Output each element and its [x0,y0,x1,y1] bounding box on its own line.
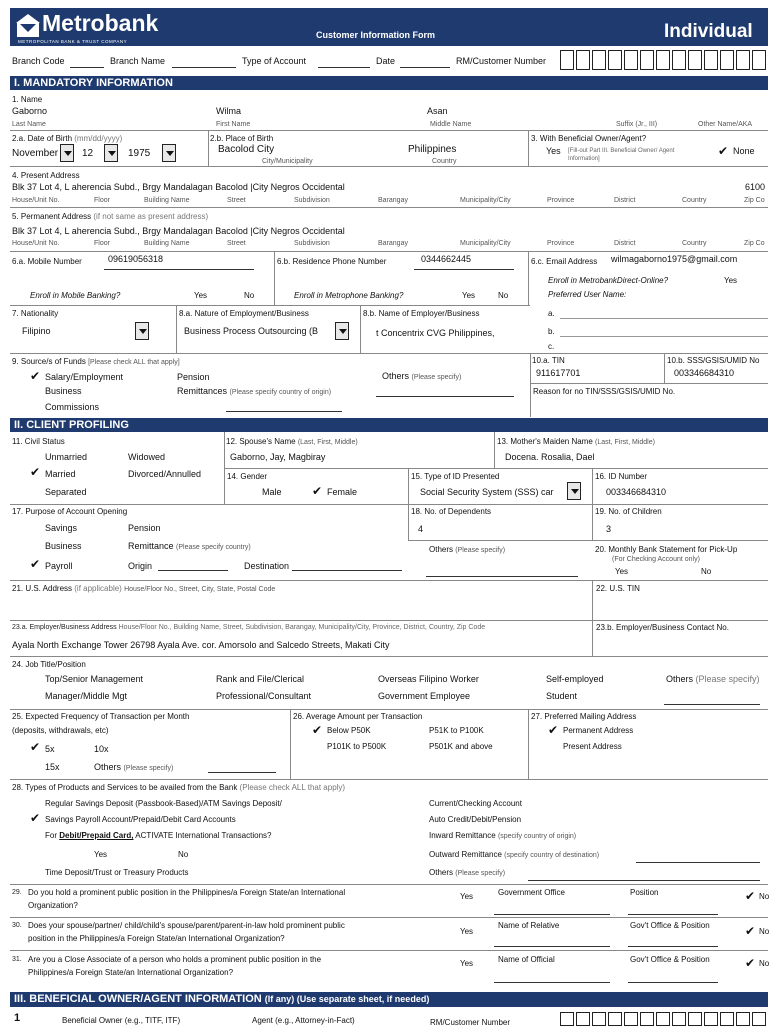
rm-customer-number-label: RM/Customer Number [456,56,547,66]
date-field[interactable] [400,67,450,68]
branch-name-field[interactable] [172,67,236,68]
permanent-address-columns [12,240,772,249]
funds-salary[interactable]: Salary/Employment [45,372,124,382]
purpose-payroll[interactable]: Payroll [45,561,73,571]
us-tin-label: 22. U.S. TIN [596,584,640,593]
product-inward-remittance[interactable]: Inward Remittance (specify country of origin) [429,831,577,840]
us-address-label: 21. U.S. Address (if applicable) House/Floor No., Street, City, State, Postal Code [12,584,276,593]
job-ofw[interactable]: Overseas Filipino Worker [378,674,479,684]
nature-employment-value[interactable]: Business Process Outsourcing (B [184,326,319,336]
employer-address-value[interactable]: Ayala North Exchange Tower 26798 Ayala Ave. cor. Amorsolo and Salcedo Streets, Makati City [12,640,390,650]
frequency-sublabel: (deposits, withdrawals, etc) [12,726,109,735]
enroll-metrophone-label: Enroll in Metrophone Banking? [294,291,404,300]
enroll-metrophone-no[interactable]: No [498,291,509,300]
funds-commissions[interactable]: Commissions [45,402,100,412]
id-type-dropdown[interactable] [567,482,581,500]
gender-female[interactable]: Female [327,487,358,497]
year-dropdown[interactable] [162,144,176,162]
purpose-destination: Destination [244,561,290,571]
job-rank-file[interactable]: Rank and File/Clerical [216,674,305,684]
dob-month[interactable]: November [12,148,59,159]
q31-office-position: Gov't Office & Position [630,955,710,964]
product-outward-remittance[interactable]: Outward Remittance (specify country of destination) [429,850,600,859]
q30-no[interactable]: No [759,927,770,936]
branch-name-label: Branch Name [110,56,166,66]
dob-label: 2.a. Date of Birth (mm/dd/yyyy) [12,134,123,143]
present-zip-value[interactable]: 6100 [745,182,766,192]
beneficial-yes[interactable]: Yes [546,146,561,156]
mailing-address-label: 27. Preferred Mailing Address [531,712,637,721]
freq-15x[interactable]: 15x [45,762,60,772]
address-column-label: Street [227,240,246,247]
id-number-value[interactable]: 003346684310 [606,487,667,497]
address-column-label: Subdivision [294,197,330,204]
frequency-label: 25. Expected Frequency of Transaction per Month [12,712,190,721]
q29-no[interactable]: No [759,892,770,901]
day-dropdown[interactable] [104,144,118,162]
address-column-label: Municipality/City [460,240,511,247]
address-column-label: Province [547,197,575,204]
statement-hint: (For Checking Account only) [612,556,700,563]
funds-label: 9. Source/s of Funds [Please check ALL that apply] [12,357,180,366]
gender-label: 14. Gender [227,472,268,481]
email-label: 6.c. Email Address [531,257,598,266]
rm-number-boxes[interactable] [560,50,768,70]
first-name-label: First Name [216,121,251,128]
job-top-senior[interactable]: Top/Senior Management [45,674,144,684]
tin-label: 10.a. TIN [532,356,565,365]
permanent-address-value[interactable]: Blk 37 Lot 4, L aherencia Subd., Brgy Mandalagan Bacolod |City Negros Occidental [12,226,345,236]
sss-value[interactable]: 003346684310 [674,368,735,378]
funds-pension[interactable]: Pension [177,372,210,382]
id-type-value[interactable]: Social Security System (SSS) car [420,487,554,497]
last-name-label: Last Name [12,121,46,128]
statement-no[interactable]: No [701,567,712,576]
address-column-label: House/Unit No. [12,240,60,247]
date-label: Date [376,56,396,66]
name-label: 1. Name [12,95,43,104]
civil-married[interactable]: Married [45,469,76,479]
form-type: Individual [664,21,753,42]
purpose-origin: Origin [128,561,153,571]
first-name-value[interactable]: Wilma [216,106,241,116]
permanent-address-label: 5. Permanent Address (if not same as present address) [12,212,209,221]
mail-present[interactable]: Present Address [563,742,622,751]
job-others[interactable]: Others (Please specify) [666,674,760,684]
check-icon: ✔ [312,484,323,498]
nationality-dropdown[interactable] [135,322,149,340]
mother-label: 13. Mother's Maiden Name (Last, First, Middle) [497,437,655,446]
logo-mark-icon [16,14,40,38]
product-others[interactable]: Others (Please specify) [429,868,506,877]
section-3-header: III. BENEFICIAL OWNER/AGENT INFORMATION (If any) (Use separate sheet, if needed) [10,992,768,1007]
tin-value[interactable]: 911617701 [536,368,581,378]
product-regular-savings[interactable]: Regular Savings Deposit (Passbook-Based)/ATM Savings Deposit/ [45,799,282,808]
dependents-label: 18. No. of Dependents [411,507,492,516]
form-title: Customer Information Form [316,30,436,40]
last-name-value[interactable]: Gaborno [12,106,48,116]
q31-name-of-official: Name of Official [498,955,555,964]
logo-text: Metrobank [42,10,159,36]
preferred-user-label: Preferred User Name: [548,290,627,299]
q30-text-b: position in the Philippines/a Foreign State/an International Organization? [28,934,285,943]
funds-others[interactable]: Others (Please specify) [382,371,462,381]
children-label: 19. No. of Children [595,507,662,516]
check-icon: ✔ [30,740,41,754]
purpose-remittance[interactable]: Remittance (Please specify country) [128,541,251,551]
product-savings-payroll[interactable]: Savings Payroll Account/Prepaid/Debit Card Accounts [45,815,236,824]
product-auto-credit[interactable]: Auto Credit/Debit/Pension [429,815,522,824]
bo-row-number: 1 [14,1012,21,1024]
check-icon: ✔ [30,369,41,383]
dependents-value[interactable]: 4 [418,524,424,534]
type-of-account-label: Type of Account [242,56,307,66]
bo-rm-number: RM/Customer Number [430,1018,511,1027]
q31-yes[interactable]: Yes [460,959,474,968]
check-icon: ✔ [718,144,729,158]
employer-contact-label: 23.b. Employer/Business Contact No. [596,623,729,632]
bo-rm-boxes[interactable] [560,1012,768,1024]
address-column-label: Province [547,240,575,247]
avg-501k-above[interactable]: P501K and above [429,742,493,751]
q31-text-a: Are you a Close Associate of a person who holds a prominent public position in the [28,955,322,964]
q31-number: 31. [12,956,22,963]
enroll-mobile-yes[interactable]: Yes [194,291,208,300]
avg-amount-label: 26. Average Amount per Transaction [293,712,423,721]
children-value[interactable]: 3 [606,524,612,534]
res-phone-label: 6.b. Residence Phone Number [277,257,387,266]
no-tin-reason-label: Reason for no TIN/SSS/GSIS/UMID No. [533,387,676,396]
nationality-label: 7. Nationality [12,309,59,318]
address-column-label: Building Name [144,240,190,247]
address-column-label: Zip Co [744,240,765,247]
bo-beneficial-owner[interactable]: Beneficial Owner (e.g., TITF, ITF) [62,1016,181,1025]
job-manager[interactable]: Manager/Middle Mgt [45,691,128,701]
employer-value[interactable]: t Concentrix CVG Philippines, [376,328,495,338]
gender-male[interactable]: Male [262,487,282,497]
check-icon: ✔ [745,956,756,970]
check-icon: ✔ [30,465,41,479]
products-label: 28. Types of Products and Services to be availed from the Bank (Please check ALL that apply) [12,783,346,792]
funds-business[interactable]: Business [45,386,82,396]
enroll-metrophone-yes[interactable]: Yes [462,291,476,300]
spouse-value[interactable]: Gaborno, Jay, Magbiray [230,452,326,462]
preferred-user-b: b. [548,327,555,336]
q29-government-office: Government Office [498,888,565,897]
employer-address-label: 23.a. Employer/Business Address House/Floor No., Building Name, Street, Subdivision, Barangay, Municipality/City, Province, District, Country, Zip Code [12,624,486,631]
statement-label: 20. Monthly Bank Statement for Pick-Up [595,545,738,554]
avg-101k-500k[interactable]: P101K to P500K [327,742,387,751]
nature-employment-dropdown[interactable] [335,322,349,340]
logo-subtitle: METROPOLITAN BANK & TRUST COMPANY [18,39,128,44]
address-column-label: Building Name [144,197,190,204]
address-column-label: Barangay [378,197,408,204]
q29-number: 29. [12,889,22,896]
address-column-label: Street [227,197,246,204]
type-of-account-field[interactable] [318,67,370,68]
beneficial-yes-note: [Fill-out Part III. Beneficial Owner/ Agent Information] [568,148,675,162]
mother-value[interactable]: Docena. Rosalia, Dael [505,452,595,462]
nature-employment-label: 8.a. Nature of Employment/Business [179,309,309,318]
enroll-mobile-no[interactable]: No [244,291,255,300]
email-value[interactable]: wilmagaborno1975@gmail.com [611,254,738,264]
q30-office-position: Gov't Office & Position [630,921,710,930]
q30-text-a: Does your spouse/partner/ child/child's spouse/parent/parent-in-law hold prominent public [28,921,345,930]
enroll-mobile-label: Enroll in Mobile Banking? [30,291,121,300]
country-label: Country [432,158,457,165]
check-icon: ✔ [30,811,41,825]
check-icon: ✔ [745,889,756,903]
purpose-savings[interactable]: Savings [45,523,78,533]
address-column-label: Floor [94,240,110,247]
preferred-user-a: a. [548,309,555,318]
sss-label: 10.b. SSS/GSIS/UMID No [667,356,760,365]
check-icon: ✔ [548,723,559,737]
product-current-checking[interactable]: Current/Checking Account [429,799,522,808]
q30-name-of-relative: Name of Relative [498,921,560,930]
q29-text-a: Do you hold a prominent public position in the Philippines/a Foreign State/an International [28,888,346,897]
dob-year[interactable]: 1975 [128,148,151,159]
product-debit-prepaid: For Debit/Prepaid Card, ACTIVATE International Transactions? [45,831,272,840]
branch-code-label: Branch Code [12,56,65,66]
q29-text-b: Organization? [28,901,78,910]
check-icon: ✔ [30,557,41,571]
product-debit-no[interactable]: No [178,850,189,859]
purpose-label: 17. Purpose of Account Opening [12,507,128,516]
freq-5x[interactable]: 5x [45,744,55,754]
spouse-label: 12. Spouse's Name (Last, First, Middle) [226,437,358,446]
address-column-label: District [614,240,636,247]
civil-unmarried[interactable]: Unmarried [45,452,88,462]
pob-city[interactable]: Bacolod City [218,144,275,155]
address-column-label: Subdivision [294,240,330,247]
id-number-label: 16. ID Number [595,472,648,481]
check-icon: ✔ [745,924,756,938]
month-dropdown[interactable] [60,144,74,162]
freq-10x[interactable]: 10x [94,744,109,754]
other-name-label: Other Name/AKA [698,121,753,128]
city-label: City/Municipality [262,158,313,165]
civil-status-label: 11. Civil Status [12,437,65,446]
q30-yes[interactable]: Yes [460,927,474,936]
middle-name-label: Middle Name [430,121,472,128]
product-time-deposit[interactable]: Time Deposit/Trust or Treasury Products [45,868,189,877]
address-column-label: Zip Co [744,197,765,204]
beneficial-label: 3. With Beneficial Owner/Agent? [531,134,647,143]
job-student[interactable]: Student [546,691,578,701]
q31-no[interactable]: No [759,959,770,968]
logo [16,12,176,44]
job-professional[interactable]: Professional/Consultant [216,691,312,701]
nationality-value[interactable]: Filipino [22,326,51,336]
middle-name-value[interactable]: Asan [427,106,448,116]
address-column-label: Floor [94,197,110,204]
civil-widowed[interactable]: Widowed [128,452,166,462]
avg-below-50k[interactable]: Below P50K [327,726,371,735]
purpose-pension[interactable]: Pension [128,523,161,533]
section-1-header: I. MANDATORY INFORMATION [10,76,768,90]
funds-remittances[interactable]: Remittances (Please specify country of origin) [177,386,332,396]
statement-yes[interactable]: Yes [615,567,629,576]
avg-51k-100k[interactable]: P51K to P100K [429,726,484,735]
pob-label: 2.b. Place of Birth [210,134,274,143]
enroll-online-label: Enroll in MetrobankDirect-Online? [548,276,669,285]
address-column-label: Country [682,197,707,204]
bo-agent[interactable]: Agent (e.g., Attorney-in-Fact) [252,1016,355,1025]
job-title-label: 24. Job Title/Position [12,660,86,669]
address-column-label: District [614,197,636,204]
present-address-value[interactable]: Blk 37 Lot 4, L aherencia Subd., Brgy Mandalagan Bacolod |City Negros Occidental [12,182,345,192]
res-phone-value[interactable]: 0344662445 [421,254,472,264]
civil-separated[interactable]: Separated [45,487,87,497]
suffix-label: Suffix (Jr., III) [616,121,658,128]
address-column-label: Country [682,240,707,247]
beneficial-none[interactable]: None [733,146,755,156]
section-2-header: II. CLIENT PROFILING [10,418,768,432]
address-column-label: House/Unit No. [12,197,60,204]
freq-others[interactable]: Others (Please specify) [94,762,174,772]
purpose-others[interactable]: Others (Please specify) [429,545,506,554]
mail-permanent[interactable]: Permanent Address [563,726,634,735]
present-address-label: 4. Present Address [12,171,80,180]
civil-divorced[interactable]: Divorced/Annulled [128,469,202,479]
present-address-columns [12,197,772,206]
dob-day[interactable]: 12 [82,148,94,159]
id-type-label: 15. Type of ID Presented [411,472,500,481]
pob-country[interactable]: Philippines [408,144,457,155]
q29-position: Position [630,888,659,897]
job-self-employed[interactable]: Self-employed [546,674,604,684]
job-government[interactable]: Government Employee [378,691,471,701]
address-column-label: Municipality/City [460,197,511,204]
mobile-value[interactable]: 09619056318 [108,254,164,264]
employer-label: 8.b. Name of Employer/Business [363,309,480,318]
q31-text-b: Philippines/a Foreign State/an International Organization? [28,968,234,977]
address-column-label: Barangay [378,240,408,247]
product-debit-yes[interactable]: Yes [94,850,108,859]
check-icon: ✔ [312,723,323,737]
branch-code-field[interactable] [70,67,104,68]
preferred-user-c: c. [548,342,555,351]
enroll-online-yes[interactable]: Yes [724,276,738,285]
purpose-business[interactable]: Business [45,541,82,551]
mobile-label: 6.a. Mobile Number [12,257,82,266]
q30-number: 30. [12,922,22,929]
q29-yes[interactable]: Yes [460,892,474,901]
